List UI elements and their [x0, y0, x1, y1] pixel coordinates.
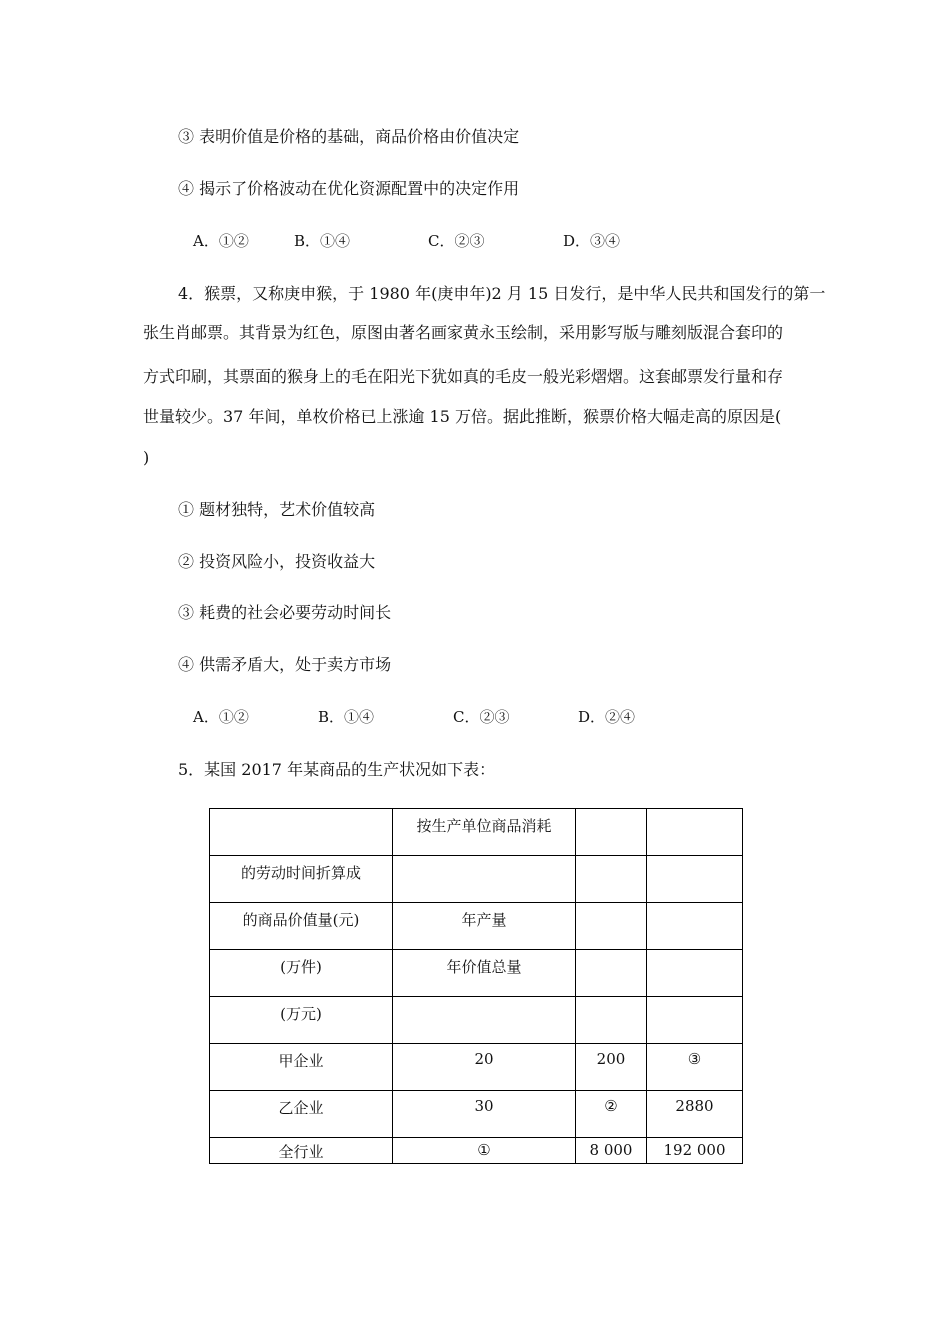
- table-cell: 的劳动时间折算成: [210, 856, 393, 903]
- q4-stem-line: 张生肖邮票。其背景为红色，原图由著名画家黄永玉绘制，采用影写版与雕刻版混合套印的: [143, 323, 784, 342]
- table-cell: [647, 856, 743, 903]
- table-row: [210, 1138, 743, 1164]
- table-cell: 甲企业: [210, 1044, 393, 1091]
- q3-option-d: D．③④: [563, 232, 621, 250]
- table-cell: [576, 856, 647, 903]
- q3-item-4: ④ 揭示了价格波动在优化资源配置中的决定作用: [178, 179, 520, 198]
- table-cell: 2880: [647, 1091, 743, 1138]
- q4-item-3: ③ 耗费的社会必要劳动时间长: [178, 603, 392, 622]
- q4-stem-line: 4．猴票，又称庚申猴，于 1980 年(庚申年)2 月 15 日发行，是中华人民共和国发行的第一: [178, 284, 826, 303]
- table-row: [210, 903, 743, 950]
- q4-stem-line: 方式印刷，其票面的猴身上的毛在阳光下犹如真的毛皮一般光彩熠熠。这套邮票发行量和存: [143, 367, 784, 386]
- q4-option-d: D．②④: [578, 708, 636, 726]
- table-cell: [647, 950, 743, 997]
- table-cell: [576, 997, 647, 1044]
- table-row: [210, 997, 743, 1044]
- table-cell: [210, 809, 393, 856]
- q3-option-a: A．①②: [193, 232, 249, 250]
- table-cell: 30: [393, 1091, 576, 1138]
- q3-option-c: C．②③: [428, 232, 485, 250]
- table-cell: [647, 809, 743, 856]
- table-cell: [393, 856, 576, 903]
- table-cell: 乙企业: [210, 1091, 393, 1138]
- table-cell: ③: [647, 1044, 743, 1091]
- table-cell: 全行业: [210, 1138, 393, 1164]
- q5-intro: 5．某国 2017 年某商品的生产状况如下表：: [178, 760, 496, 779]
- table-row: [210, 1091, 743, 1138]
- table-row: [210, 1044, 743, 1091]
- production-table: [209, 808, 743, 1164]
- q3-option-b: B．①④: [294, 232, 351, 250]
- q4-option-a: A．①②: [193, 708, 249, 726]
- q4-item-1: ① 题材独特，艺术价值较高: [178, 500, 376, 519]
- table-cell: 200: [576, 1044, 647, 1091]
- table-cell: (万元): [210, 997, 393, 1044]
- table-row: [210, 809, 743, 856]
- table-cell: [576, 809, 647, 856]
- table-cell: 的商品价值量(元): [210, 903, 393, 950]
- table-cell: 年价值总量: [393, 950, 576, 997]
- table-cell: [647, 903, 743, 950]
- table-cell: [647, 997, 743, 1044]
- q4-stem-line: ): [143, 448, 150, 467]
- table-cell: 20: [393, 1044, 576, 1091]
- table-cell: [576, 903, 647, 950]
- table-row: [210, 856, 743, 903]
- table-cell: 年产量: [393, 903, 576, 950]
- q4-stem-line: 世量较少。37 年间，单枚价格已上涨逾 15 万倍。据此推断，猴票价格大幅走高的原因是(: [143, 407, 782, 426]
- q3-item-3: ③ 表明价值是价格的基础，商品价格由价值决定: [178, 127, 520, 146]
- table-cell: 192 000: [647, 1138, 743, 1164]
- table-cell: [576, 950, 647, 997]
- table-cell: [393, 997, 576, 1044]
- table-cell: (万件): [210, 950, 393, 997]
- q4-option-c: C．②③: [453, 708, 510, 726]
- table-cell: ②: [576, 1091, 647, 1138]
- q4-item-4: ④ 供需矛盾大，处于卖方市场: [178, 655, 392, 674]
- q4-item-2: ② 投资风险小，投资收益大: [178, 552, 376, 571]
- table-cell: 按生产单位商品消耗: [393, 809, 576, 856]
- q4-option-b: B．①④: [318, 708, 375, 726]
- table-row: [210, 950, 743, 997]
- table-cell: 8 000: [576, 1138, 647, 1164]
- table-cell: ①: [393, 1138, 576, 1164]
